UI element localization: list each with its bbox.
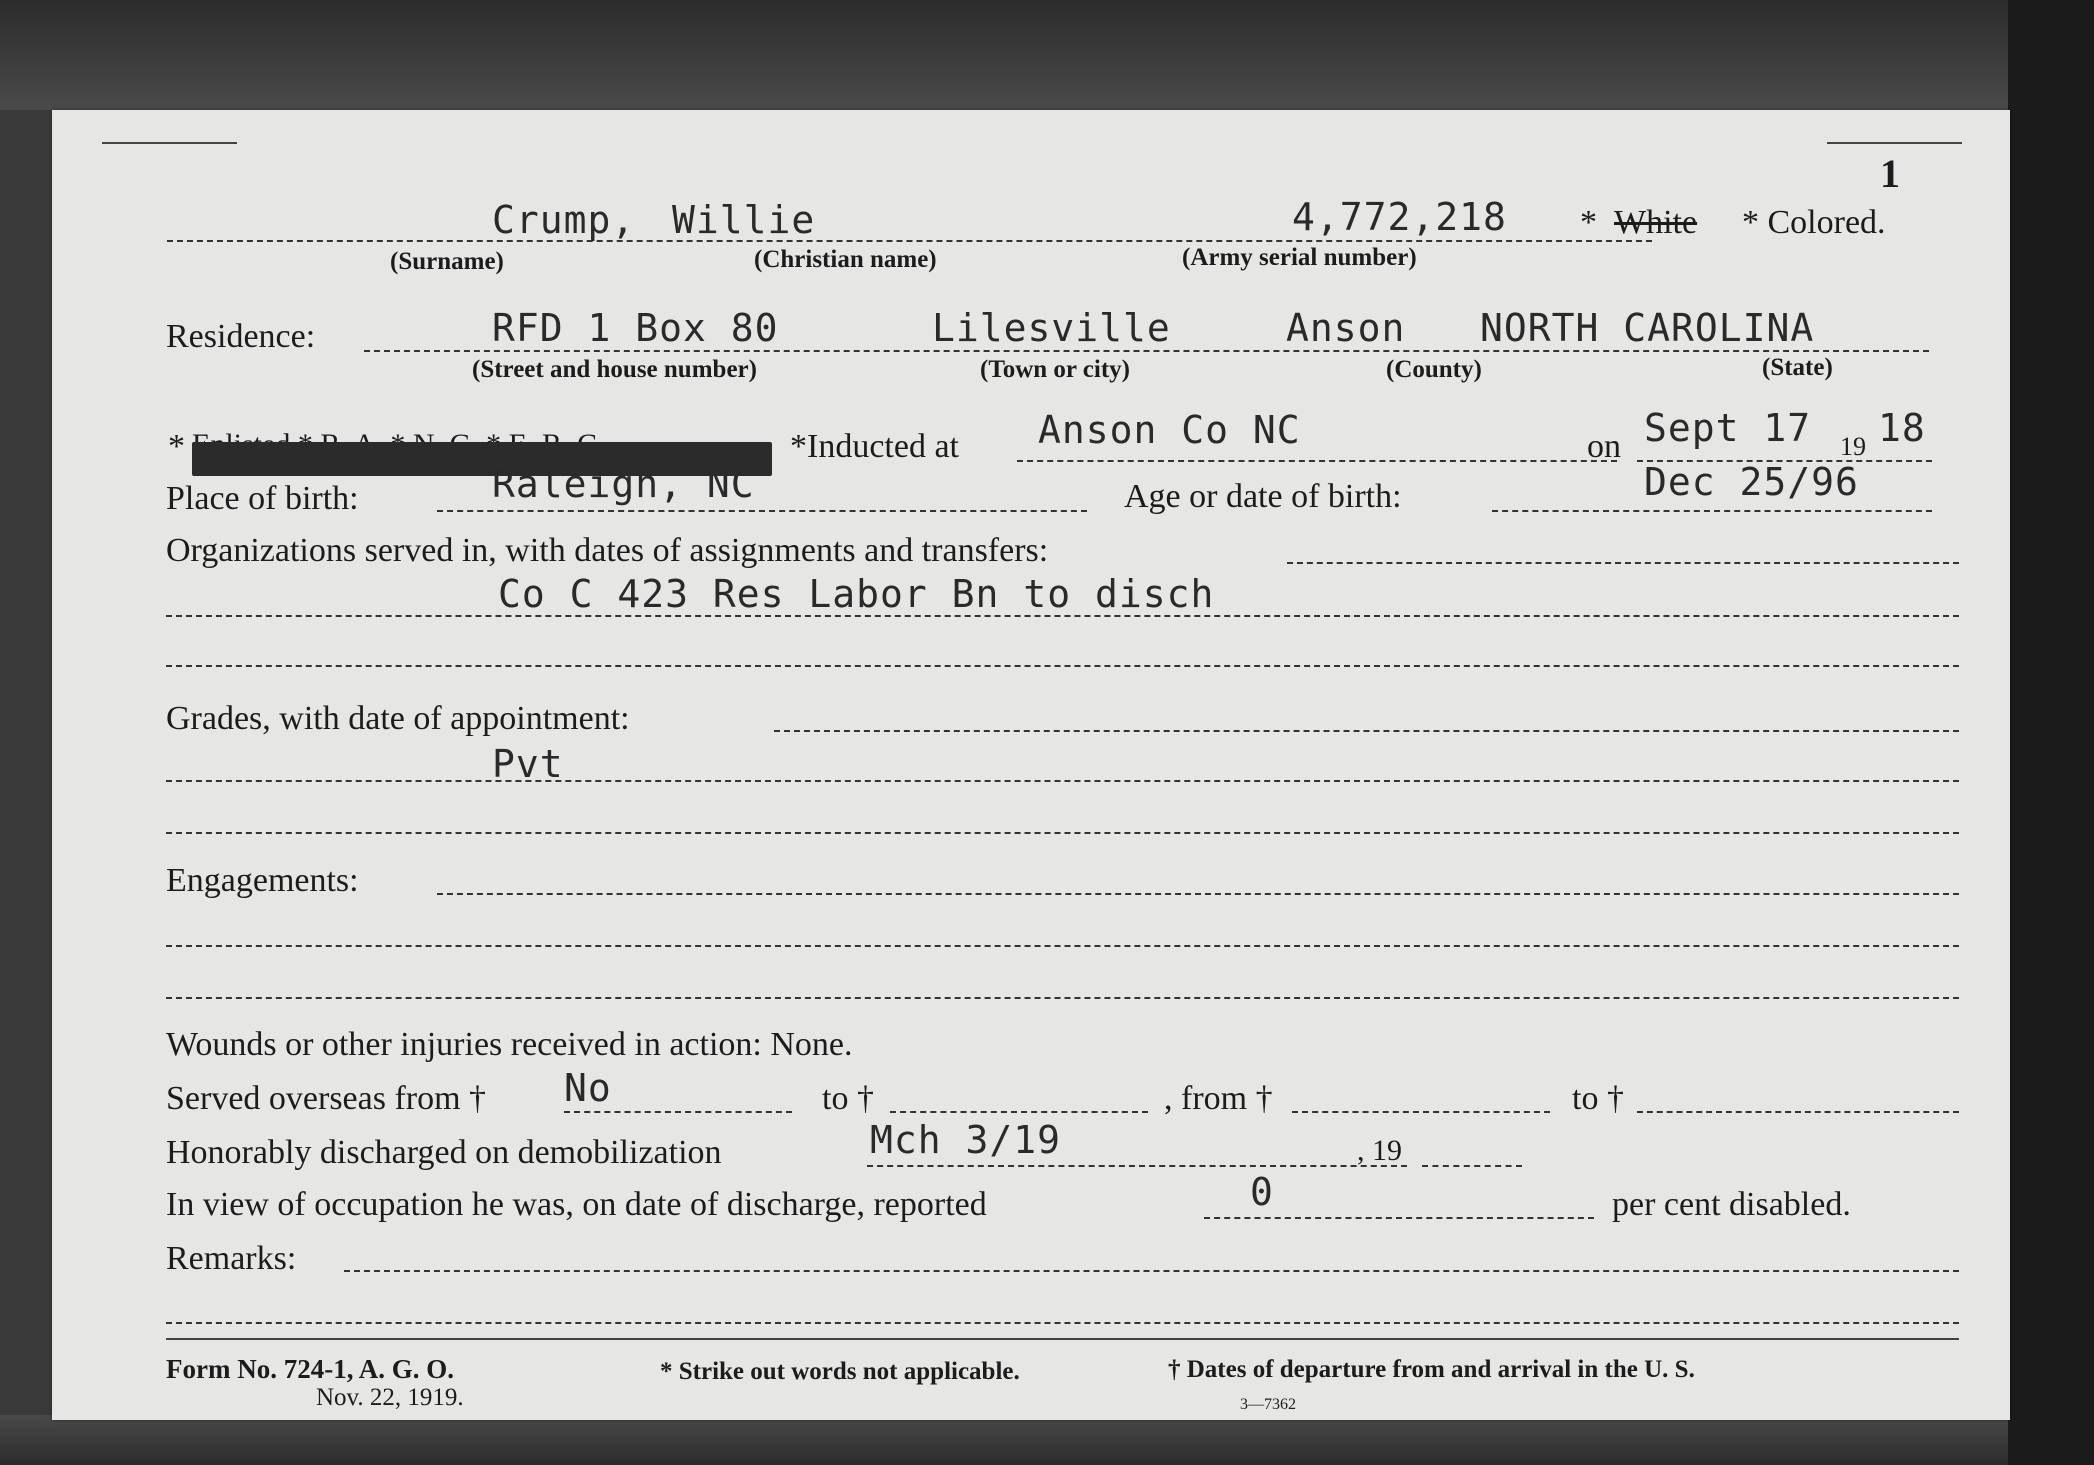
- grade-value: Pvt: [492, 742, 564, 786]
- print-code: 3—7362: [1240, 1396, 1296, 1413]
- label-state: (State): [1762, 354, 1833, 381]
- page-number: 1: [1880, 151, 1900, 196]
- engagements-label: Engagements:: [166, 862, 359, 899]
- name-line: [167, 240, 1652, 242]
- race-star: *: [1580, 204, 1597, 241]
- birth-date-line: [1492, 510, 1932, 512]
- remarks-line-1: [344, 1270, 1959, 1272]
- residence-county-value: Anson: [1286, 306, 1406, 350]
- discharge-year-line: [1422, 1165, 1522, 1167]
- corner-mark-left: [102, 142, 237, 144]
- organizations-line-3: [166, 665, 1959, 667]
- inducted-line: [1017, 460, 1617, 462]
- christian-name-value: Willie: [672, 198, 816, 242]
- on-label: on: [1587, 428, 1621, 465]
- discharge-label: Honorably discharged on demobilization: [166, 1134, 722, 1171]
- year-prefix: 19: [1840, 432, 1866, 461]
- remarks-label: Remarks:: [166, 1240, 297, 1277]
- birthplace-value: Raleigh, NC: [492, 462, 755, 506]
- scan-background-bottom: [0, 1415, 2094, 1465]
- label-surname: (Surname): [390, 248, 504, 275]
- enlisted-star: *: [168, 428, 185, 465]
- grades-line-1: [774, 730, 1959, 732]
- inducted-date-value: Sept 17: [1644, 406, 1812, 450]
- form-number: Form No. 724-1, A. G. O.: [166, 1354, 454, 1384]
- race-white-struck: White: [1614, 204, 1698, 241]
- form-date: Nov. 22, 1919.: [316, 1384, 464, 1411]
- overseas-to-line-1: [890, 1111, 1148, 1113]
- disability-label: In view of occupation he was, on date of discharge, reported: [166, 1186, 987, 1223]
- scan-background-top: [0, 0, 2094, 110]
- serial-number-value: 4,772,218: [1292, 195, 1507, 239]
- organizations-label: Organizations served in, with dates of assignments and transfers:: [166, 532, 1049, 569]
- footnote-strike-out: * Strike out words not applicable.: [660, 1358, 1020, 1385]
- remarks-line-2: [166, 1322, 1959, 1324]
- label-street: (Street and house number): [472, 356, 757, 383]
- residence-line: [364, 350, 1929, 352]
- overseas-from-line: [564, 1111, 792, 1113]
- residence-street-value: RFD 1 Box 80: [492, 306, 779, 350]
- overseas-from-line-2: [1292, 1111, 1550, 1113]
- engagements-line-1: [437, 893, 1959, 895]
- birthplace-label: Place of birth:: [166, 480, 359, 517]
- residence-town-value: Lilesville: [932, 306, 1171, 350]
- overseas-to-line-2: [1637, 1111, 1959, 1113]
- organizations-line-1: [1287, 562, 1959, 564]
- engagements-line-3: [166, 997, 1959, 999]
- birthplace-line: [437, 510, 1087, 512]
- discharge-year-label: , 19: [1357, 1134, 1402, 1167]
- birth-date-label: Age or date of birth:: [1124, 478, 1402, 515]
- organization-value: Co C 423 Res Labor Bn to disch: [498, 572, 1215, 616]
- race-colored: * Colored.: [1742, 204, 1886, 241]
- grades-line-3: [166, 832, 1959, 834]
- birth-date-value: Dec 25/96: [1644, 460, 1859, 504]
- disability-line: [1204, 1217, 1594, 1219]
- inducted-place-value: Anson Co NC: [1038, 408, 1301, 452]
- discharge-line: [867, 1165, 1407, 1167]
- disability-suffix: per cent disabled.: [1612, 1186, 1851, 1223]
- discharge-date-value: Mch 3/19: [870, 1118, 1062, 1162]
- label-town: (Town or city): [980, 356, 1130, 383]
- overseas-value: No: [564, 1066, 612, 1110]
- inducted-label: *Inducted at: [790, 428, 959, 465]
- corner-mark-right: [1827, 142, 1962, 144]
- overseas-from-label-2: , from †: [1164, 1080, 1273, 1117]
- footnote-dates: † Dates of departure from and arrival in the U. S.: [1168, 1356, 1695, 1383]
- organizations-line-2: [166, 615, 1959, 617]
- service-record-card: [52, 110, 2010, 1420]
- residence-label: Residence:: [166, 318, 316, 355]
- inducted-year-value: 18: [1878, 406, 1926, 450]
- disability-value: 0: [1250, 1170, 1274, 1214]
- overseas-to-label-1: to †: [822, 1080, 874, 1117]
- label-county: (County): [1386, 356, 1482, 383]
- grades-line-2: [166, 780, 1959, 782]
- scan-background-right: [2008, 0, 2094, 1465]
- wounds-label: Wounds or other injuries received in action: None.: [166, 1026, 853, 1063]
- label-christian-name: (Christian name): [754, 246, 937, 273]
- surname-value: Crump,: [492, 198, 636, 242]
- grades-label: Grades, with date of appointment:: [166, 700, 630, 737]
- overseas-to-label-2: to †: [1572, 1080, 1624, 1117]
- footer-rule: [166, 1338, 1959, 1340]
- engagements-line-2: [166, 945, 1959, 947]
- overseas-label: Served overseas from †: [166, 1080, 487, 1117]
- residence-state-value: NORTH CAROLINA: [1480, 306, 1815, 350]
- label-serial-number: (Army serial number): [1182, 244, 1417, 271]
